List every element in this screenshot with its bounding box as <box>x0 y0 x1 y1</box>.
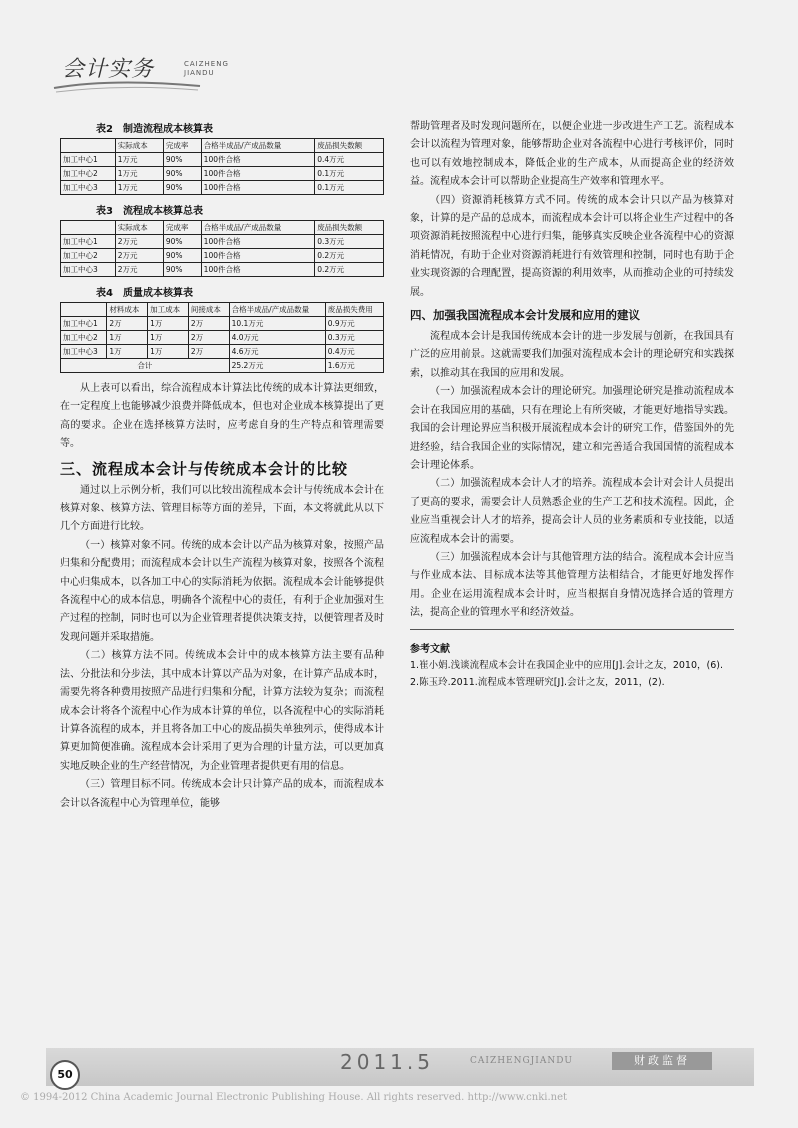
table-header-row: 实际成本 完成率 合格半成品/产成品数量 废品损失数额 <box>61 139 384 153</box>
paragraph: （一）核算对象不同。传统的成本会计以产品为核算对象，按照产品归集和分配费用；而流程成本会计以生产流程为核算对象，按照各个流程中心归集成本，以各加工中心的实际消耗为依据。流程成本会计能够提供各流程中心的成本信息，明确各个流程中心的责任，有利于企业加强对生产过程的控制，同时也可以为企业管理者提供决策支持，以便管理者及时发现问题并采取措施。 <box>60 539 384 643</box>
table-row: 加工中心2 2万元 90% 100件合格 0.2万元 <box>61 249 384 263</box>
copyright-notice: © 1994-2012 China Academic Journal Electronic Publishing House. All rights reserved. http://www.cnki.net <box>20 1092 568 1103</box>
paragraph: （一）加强流程成本会计的理论研究。加强理论研究是推动流程成本会计在我国应用的基础，只有在理论上有所突破，才能更好地指导实践。我国的会计理论界应当积极开展流程成本会计的研究工作，借鉴国外的先进经验，结合我国企业的实际情况，建立和完善适合我国国情的流程成本会计理论体系。 <box>410 386 734 471</box>
right-column <box>410 118 734 691</box>
table-row: 加工中心2 1万 1万 2万 4.0万元 0.3万元 <box>61 331 384 345</box>
paragraph: （三）加强流程成本会计与其他管理方法的结合。流程成本会计应当与作业成本法、目标成本法等其他管理方法相结合，才能更好地发挥作用。企业在运用流程成本会计时，应当根据自身情况选择合适的管理方法，提高企业的管理水平和经济效益。 <box>410 551 734 619</box>
left-column <box>60 120 384 813</box>
table2 <box>60 138 384 195</box>
references-title: 参考文献 <box>410 643 450 655</box>
magazine-name-en: CAIZHENGJIANDU <box>470 1056 574 1066</box>
magazine-name: 财政监督 <box>612 1052 712 1070</box>
table-row: 加工中心1 1万元 90% 100件合格 0.4万元 <box>61 153 384 167</box>
table-row: 加工中心3 1万元 90% 100件合格 0.1万元 <box>61 181 384 195</box>
section-heading: 三、流程成本会计与传统成本会计的比较 <box>60 459 349 478</box>
paragraph: （四）资源消耗核算方式不同。传统的成本会计只以产品为核算对象，计算的是产品的总成本，而流程成本会计可以将企业生产过程中的各项资源消耗按照流程中心进行归集，能够真实反映企业各流程中心的资源消耗情况，有助于企业对资源消耗进行有效管理和控制，同时也有助于企业实现资源的合理配置，提高资源的利用效率，从而推动企业的可持续发展。 <box>410 194 734 298</box>
section-heading: 四、加强我国流程成本会计发展和应用的建议 <box>410 308 640 323</box>
page-number: 50 <box>50 1060 80 1090</box>
table-total-row: 合计 25.2万元 1.6万元 <box>61 359 384 373</box>
paragraph: 通过以上示例分析，我们可以比较出流程成本会计与传统成本会计在核算对象、核算方法、管理目标等方面的差异，下面，本文将就此从以下几个方面进行比较。 <box>60 484 384 533</box>
paragraph: 从上表可以看出，综合流程成本计算法比传统的成本计算法更细致，在一定程度上也能够减少浪费并降低成本，但也对企业成本核算提出了更高的要求。企业在选择核算方法时，应考虑自身的生产特点和管理需要等。 <box>60 383 384 450</box>
table-row: 加工中心3 1万 1万 2万 4.6万元 0.4万元 <box>61 345 384 359</box>
reference-item: 1.崔小娟.浅谈流程成本会计在我国企业中的应用[J].会计之友，2010，(6). <box>410 659 723 671</box>
table3-title: 表3 流程成本核算总表 <box>96 206 203 217</box>
table-header-row: 实际成本 完成率 合格半成品/产成品数量 废品损失数额 <box>61 221 384 235</box>
column-name-en: CAIZHENG JIANDU <box>184 60 229 77</box>
column-name: 会计实务 <box>62 57 155 82</box>
table-row: 加工中心1 2万 1万 2万 10.1万元 0.9万元 <box>61 317 384 331</box>
table4-title: 表4 质量成本核算表 <box>96 288 193 299</box>
table-row: 加工中心1 2万元 90% 100件合格 0.3万元 <box>61 235 384 249</box>
column-logo <box>52 52 229 98</box>
table2-title: 表2 制造流程成本核算表 <box>96 124 213 135</box>
table3 <box>60 220 384 277</box>
paragraph: 流程成本会计是我国传统成本会计的进一步发展与创新，在我国具有广泛的应用前景。这就需要我们加强对流程成本会计的理论研究和实践探索，以推动其在我国的应用和发展。 <box>410 331 734 379</box>
paragraph: （三）管理目标不同。传统成本会计只计算产品的成本，而流程成本会计以各流程中心为管理单位，能够 <box>60 779 384 809</box>
issue-year: 2011.5 <box>340 1050 434 1074</box>
reference-item: 2.陈玉玲.2011.流程成本管理研究[J].会计之友，2011，(2). <box>410 676 665 688</box>
paragraph: （二）核算方法不同。传统成本会计中的成本核算方法主要有品种法、分批法和分步法，其中成本计算以产品为对象，在计算产品成本时，需要先将各种费用按照产品进行归集和分配，计算方法较为复杂；而流程成本会计将各个流程中心作为成本计算的单位，以各流程中心的实际消耗计算各流程的成本，并且将各加工中心的废品损失单独列示，使得成本计算更加简便准确。流程成本会计采用了更为合理的计量方法，可以更加真实地反映企业的生产经营情况，为企业管理者提供更有用的信息。 <box>60 650 384 772</box>
paragraph: （二）加强流程成本会计人才的培养。流程成本会计对会计人员提出了更高的要求，需要会计人员熟悉企业的生产工艺和技术流程。因此，企业应当重视会计人才的培养，提高会计人员的业务素质和专业技能，以适应流程成本会计的需要。 <box>410 478 734 545</box>
table-row: 加工中心3 2万元 90% 100件合格 0.2万元 <box>61 263 384 277</box>
table-header-row: 材料成本 加工成本 间接成本 合格半成品/产成品数量 废品损失费用 <box>61 303 384 317</box>
table-row: 加工中心2 1万元 90% 100件合格 0.1万元 <box>61 167 384 181</box>
paragraph: 帮助管理者及时发现问题所在，以便企业进一步改进生产工艺。流程成本会计以流程为管理对象，能够帮助企业对各流程中心进行考核评价，同时也可以有效地控制成本，降低企业的生产成本，从而提高企业的经济效益。流程成本会计可以帮助企业提高生产效率和管理水平。 <box>410 121 734 188</box>
divider <box>410 629 734 630</box>
table4 <box>60 302 384 373</box>
